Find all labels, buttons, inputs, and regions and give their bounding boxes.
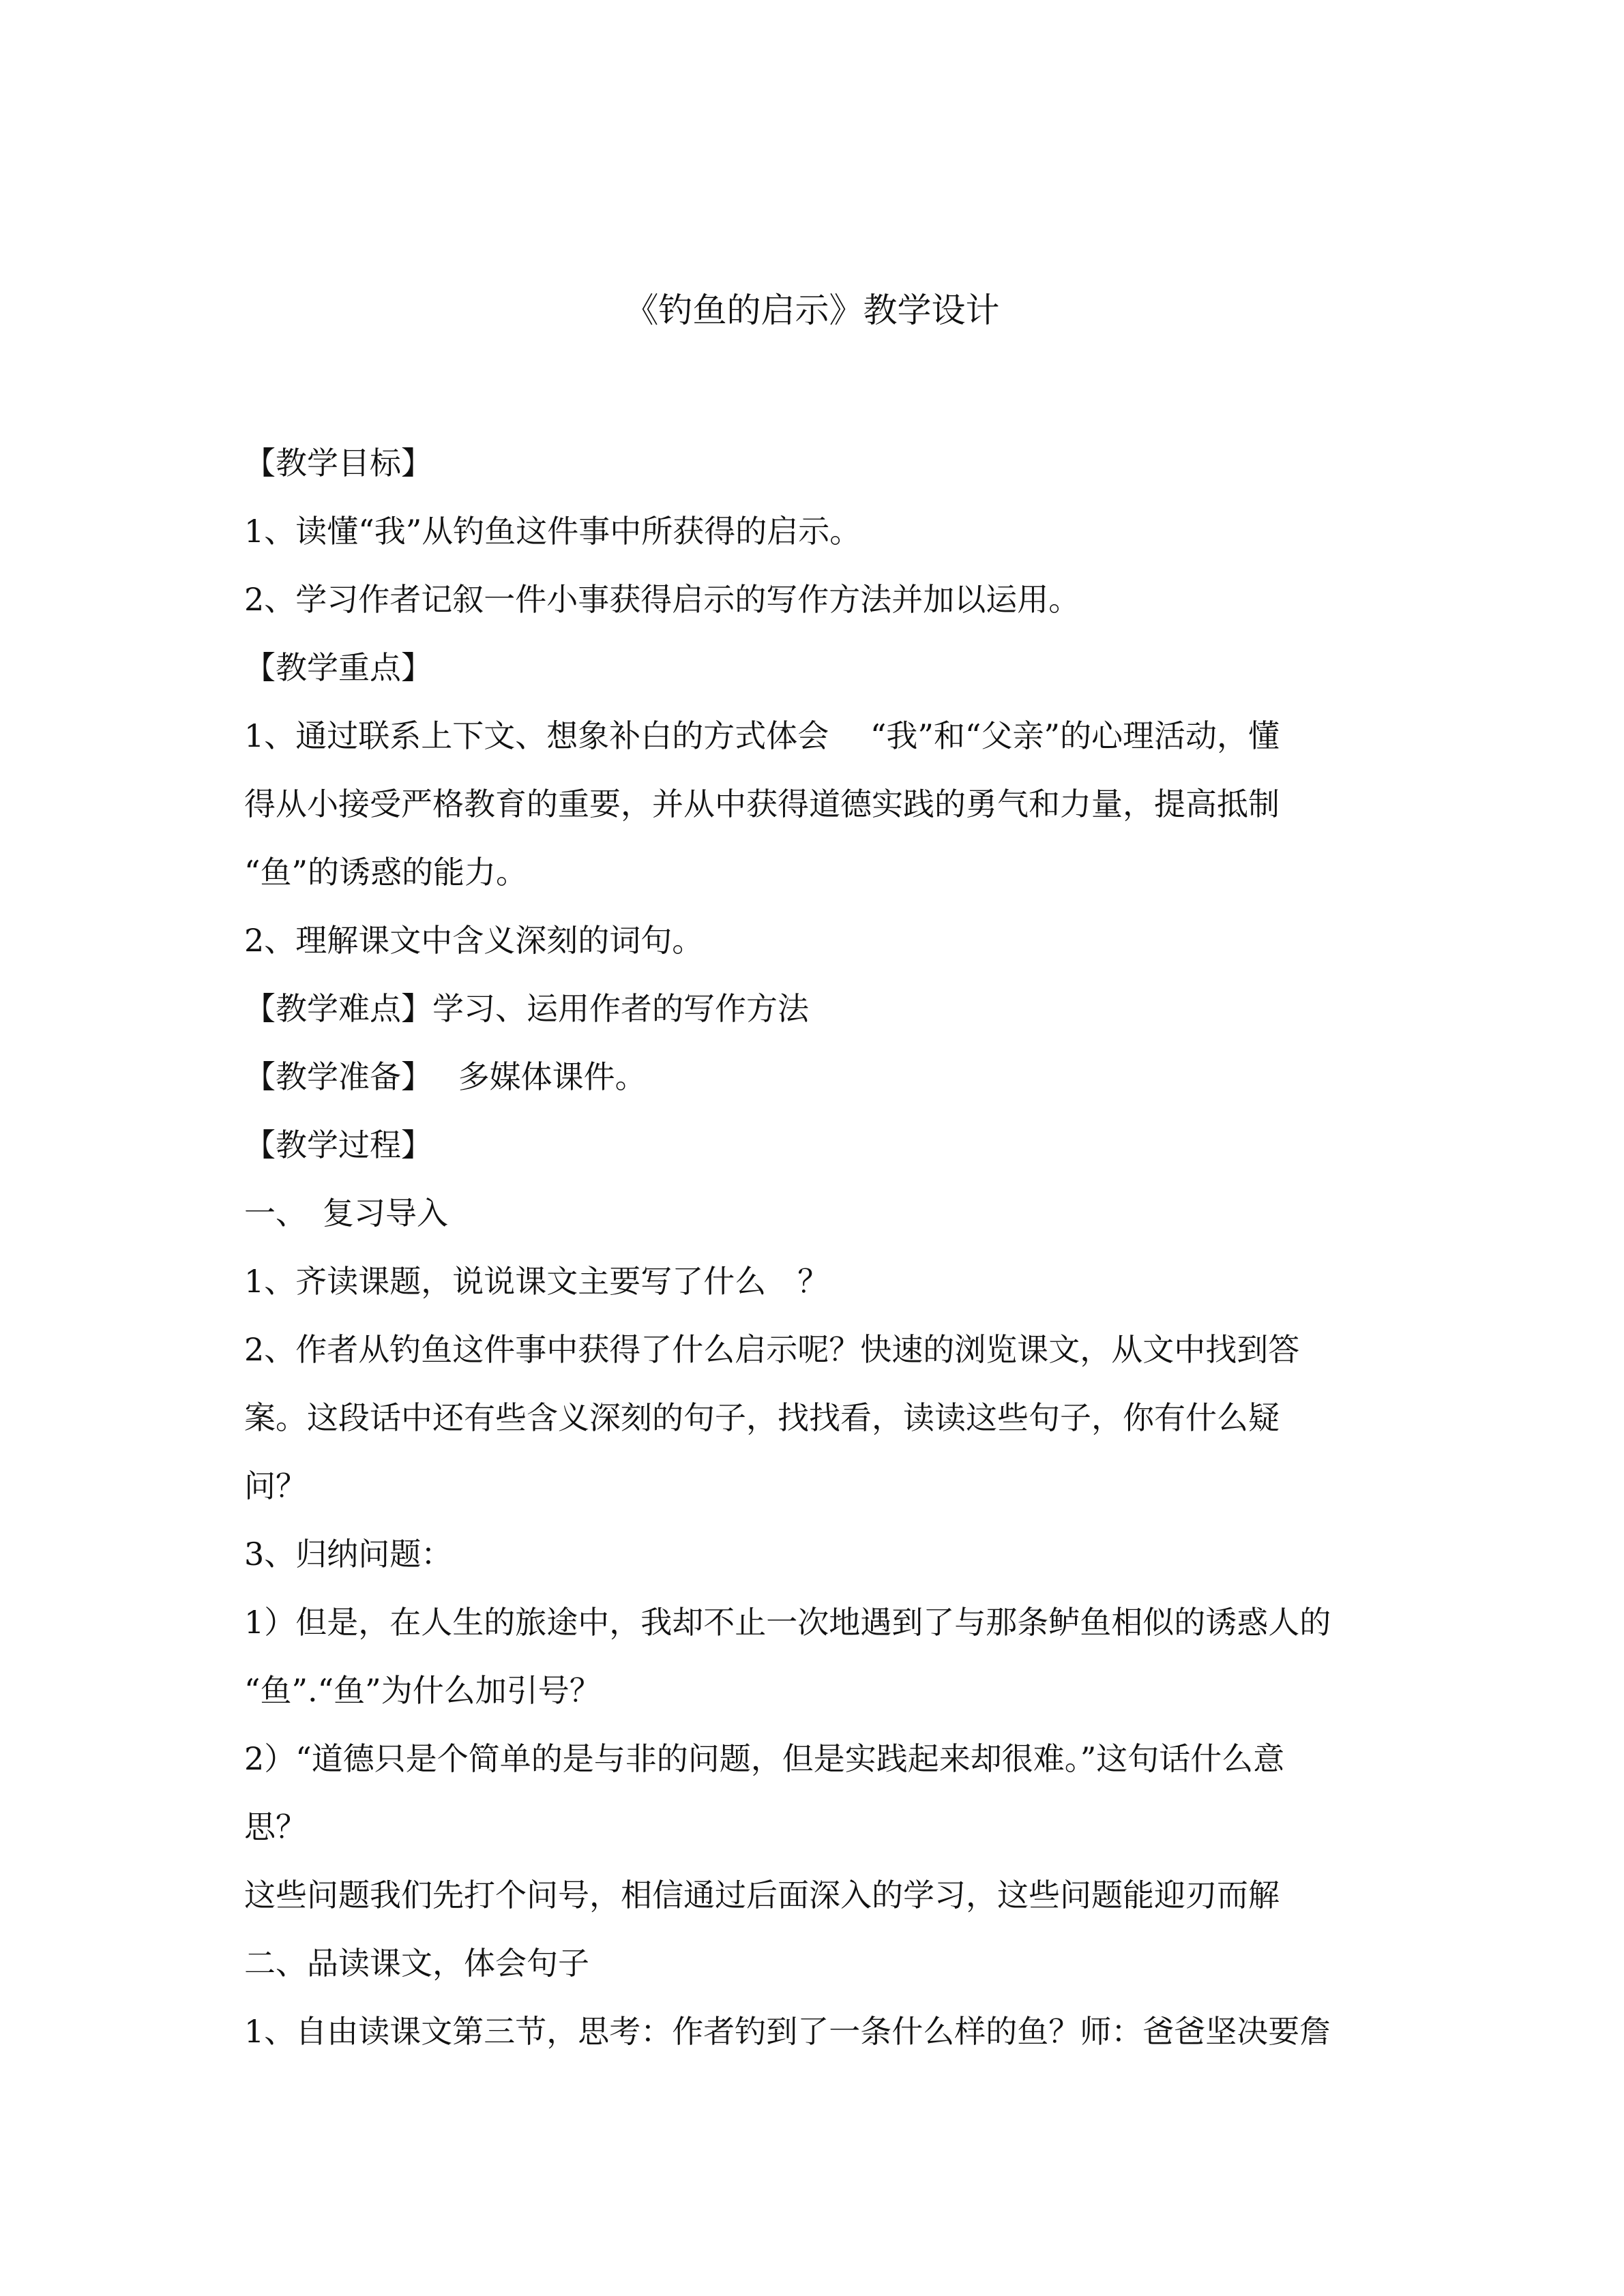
focus-item-1-line-3: “鱼”的诱惑的能力。	[244, 854, 528, 891]
question-1-line-2: “鱼”.“鱼”为什么加引号？	[244, 1672, 601, 1709]
document-title: 《钓鱼的启示》教学设计	[624, 290, 1000, 330]
focus-item-2: 2、理解课文中含义深刻的词句。	[244, 922, 704, 959]
section-2-item-1: 1、自由读课文第三节，思考：作者钓到了一条什么样的鱼？师：爸爸坚决要詹	[244, 2013, 1331, 2050]
goal-item-2: 2、学习作者记叙一件小事获得启示的写作方法并加以运用。	[244, 581, 1080, 618]
question-2-line-2: 思？	[244, 1808, 307, 1845]
heading-teaching-preparation: 【教学准备】 多媒体课件。	[244, 1058, 647, 1095]
section-1-item-2-line-2: 案。这段话中还有些含义深刻的句子，找找看，读读这些句子，你有什么疑	[244, 1399, 1280, 1436]
section-2-heading: 二、品读课文，体会句子	[244, 1945, 589, 1982]
section-1-item-3: 3、归纳问题：	[244, 1536, 453, 1572]
question-2-line-1: 2）“道德只是个简单的是与非的问题，但是实践起来却很难。”这句话什么意	[244, 1740, 1285, 1777]
goal-item-1: 1、读懂“我”从钓鱼这件事中所获得的启示。	[244, 513, 861, 550]
heading-teaching-process: 【教学过程】	[244, 1127, 432, 1163]
section-1-heading: 一、 复习导入	[244, 1195, 448, 1232]
section-1-item-1: 1、齐读课题，说说课文主要写了什么 ？	[244, 1263, 829, 1300]
focus-item-1-line-1: 1、通过联系上下文、想象补白的方式体会 “我”和“父亲”的心理活动，懂	[244, 717, 1280, 754]
question-1-line-1: 1）但是，在人生的旅途中，我却不止一次地遇到了与那条鲈鱼相似的诱惑人的	[244, 1604, 1331, 1641]
section-1-item-2-line-1: 2、作者从钓鱼这件事中获得了什么启示呢？快速的浏览课文，从文中找到答	[244, 1331, 1300, 1368]
transition-sentence: 这些问题我们先打个问号，相信通过后面深入的学习，这些问题能迎刃而解	[244, 1877, 1280, 1913]
heading-teaching-goals: 【教学目标】	[244, 445, 432, 481]
section-1-item-2-line-3: 问？	[244, 1467, 307, 1504]
heading-teaching-difficulty: 【教学难点】学习、运用作者的写作方法	[244, 990, 809, 1027]
focus-item-1-line-2: 得从小接受严格教育的重要，并从中获得道德实践的勇气和力量，提高抵制	[244, 786, 1280, 822]
heading-teaching-focus: 【教学重点】	[244, 649, 432, 686]
